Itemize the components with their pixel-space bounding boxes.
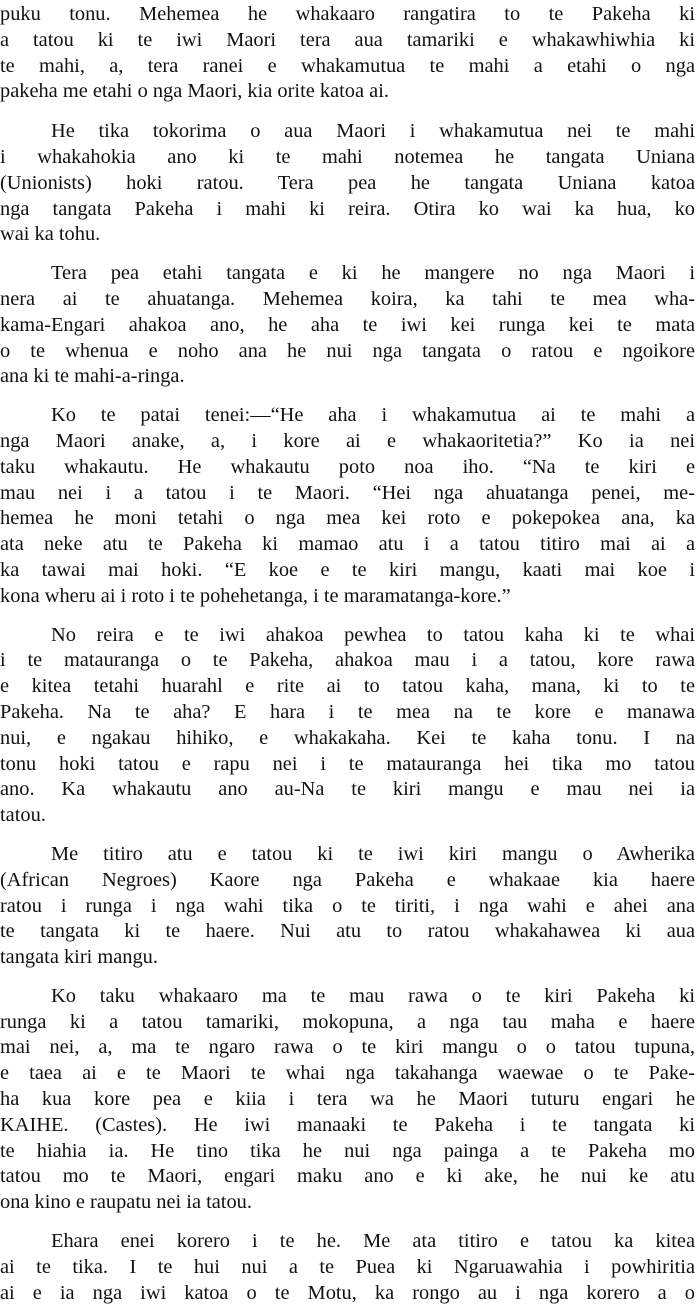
text-line: i te matauranga o te Pakeha, ahakoa mau i a tatou, kore rawa	[0, 649, 695, 672]
text-line: ata neke atu te Pakeha ki mamao atu i a tatou titiro mai ai a	[0, 533, 695, 556]
text-line: nera ai te ahuatanga. Mehemea koira, ka tahi te mea wha-	[0, 287, 695, 310]
text-line: i whakahokia ano ki te mahi notemea he tangata Uniana	[0, 145, 695, 168]
text-line: wai ka tohu.	[0, 223, 101, 246]
text-line: ai te tika. I te hui nui a te Puea ki Ngaruawahia i powhiritia	[0, 1255, 695, 1278]
text-line: ana ki te mahi-a-ringa.	[0, 365, 185, 388]
text-line: nga Maori anake, a, i kore ai e whakaoritetia?” Ko ia nei	[0, 429, 695, 452]
text-line: KAIHE. (Castes). He iwi manaaki te Pakeha i te tangata ki	[0, 1113, 695, 1136]
text-line: nga tangata Pakeha i mahi ki reira. Otira ko wai ka hua, ko	[0, 197, 695, 220]
text-line: ka tawai mai hoki. “E koe e te kiri mangu, kaati mai koe i	[0, 558, 695, 581]
text-line: Ko taku whakaaro ma te mau rawa o te kiri Pakeha ki	[51, 984, 695, 1007]
text-line: runga ki a tatou tamariki, mokopuna, a nga tau maha e haere	[0, 1010, 695, 1033]
text-line: ai e ia nga iwi katoa o te Motu, ka rongo au i nga korero a o	[0, 1281, 695, 1304]
text-line: ratou i runga i nga wahi tika o te tiriti, i nga wahi e ahei ana	[0, 894, 695, 917]
text-line: tatou mo te Maori, engari maku ano e ki ake, he nui ke atu	[0, 1165, 695, 1188]
text-line: hemea he moni tetahi o nga mea kei roto e pokepokea ana, ka	[0, 507, 695, 530]
text-line: mai nei, a, ma te ngaro rawa o te kiri mangu o o tatou tupuna,	[0, 1036, 695, 1059]
paragraph	[0, 984, 695, 1216]
text-line: No reira e te iwi ahakoa pewhea to tatou kaha ki te whai	[51, 623, 695, 646]
paragraph	[0, 119, 695, 248]
text-line: tonu hoki tatou e rapu nei i te matauranga hei tika mo tatou	[0, 752, 695, 775]
text-line: e kitea tetahi huarahl e rite ai to tatou kaha, mana, ki to te	[0, 675, 695, 698]
text-line: mau nei i a tatou i te Maori. “Hei nga ahuatanga penei, me-	[0, 481, 695, 504]
paragraph	[0, 842, 695, 971]
document-body	[0, 2, 695, 1306]
text-line: He tika tokorima o aua Maori i whakamutua nei te mahi	[51, 120, 695, 143]
text-line: pakeha me etahi o nga Maori, kia orite katoa ai.	[0, 80, 389, 103]
text-line: te mahi, a, tera ranei e whakamutua te mahi a etahi o nga	[0, 54, 695, 77]
paragraph	[0, 403, 695, 609]
text-line: o te whenua e noho ana he nui nga tangata o ratou e ngoikore	[0, 339, 695, 362]
text-line: Pakeha. Na te aha? E hara i te mea na te kore e manawa	[0, 700, 695, 723]
text-line: ano. Ka whakautu ano au-Na te kiri mangu e mau nei ia	[0, 778, 695, 801]
text-line: ona kino e raupatu nei ia tatou.	[0, 1191, 252, 1214]
text-line: a tatou ki te iwi Maori tera aua tamariki e whakawhiwhia ki	[0, 28, 695, 51]
text-line: ha kua kore pea e kiia i tera wa he Maori tuturu engari he	[0, 1088, 695, 1111]
text-line: (Unionists) hoki ratou. Tera pea he tangata Uniana katoa	[0, 171, 695, 194]
text-line: Ehara enei korero i te he. Me ata titiro e tatou ka kitea	[51, 1230, 695, 1253]
paragraph	[0, 623, 695, 829]
text-line: taku whakautu. He whakautu poto noa iho. “Na te kiri e	[0, 455, 695, 478]
text-line: te hiahia ia. He tino tika he nui nga painga a te Pakeha mo	[0, 1139, 695, 1162]
text-line: (African Negroes) Kaore nga Pakeha e whakaae kia haere	[0, 868, 695, 891]
text-line: puku tonu. Mehemea he whakaaro rangatira to te Pakeha ki	[0, 3, 695, 25]
paragraph	[0, 1229, 695, 1306]
text-line: Ko te patai tenei:—“He aha i whakamutua ai te mahi a	[51, 404, 695, 427]
paragraph	[0, 261, 695, 390]
text-line: kama-Engari ahakoa ano, he aha te iwi kei runga kei te mata	[0, 313, 695, 336]
text-line: tangata kiri mangu.	[0, 946, 158, 969]
text-line: Tera pea etahi tangata e ki he mangere no nga Maori i	[51, 262, 695, 285]
text-line: nui, e ngakau hihiko, e whakakaha. Kei te kaha tonu. I na	[0, 726, 695, 749]
text-line: te tangata ki te haere. Nui atu to ratou whakahawea ki aua	[0, 920, 695, 943]
text-line: Me titiro atu e tatou ki te iwi kiri mangu o Awherika	[51, 842, 695, 865]
text-line: e taea ai e te Maori te whai nga takahanga waewae o te Pake-	[0, 1062, 695, 1085]
text-line: kona wheru ai i roto i te pohehetanga, i te maramatanga-kore.”	[0, 584, 511, 607]
text-line: tatou.	[0, 804, 46, 827]
paragraph	[0, 2, 695, 105]
